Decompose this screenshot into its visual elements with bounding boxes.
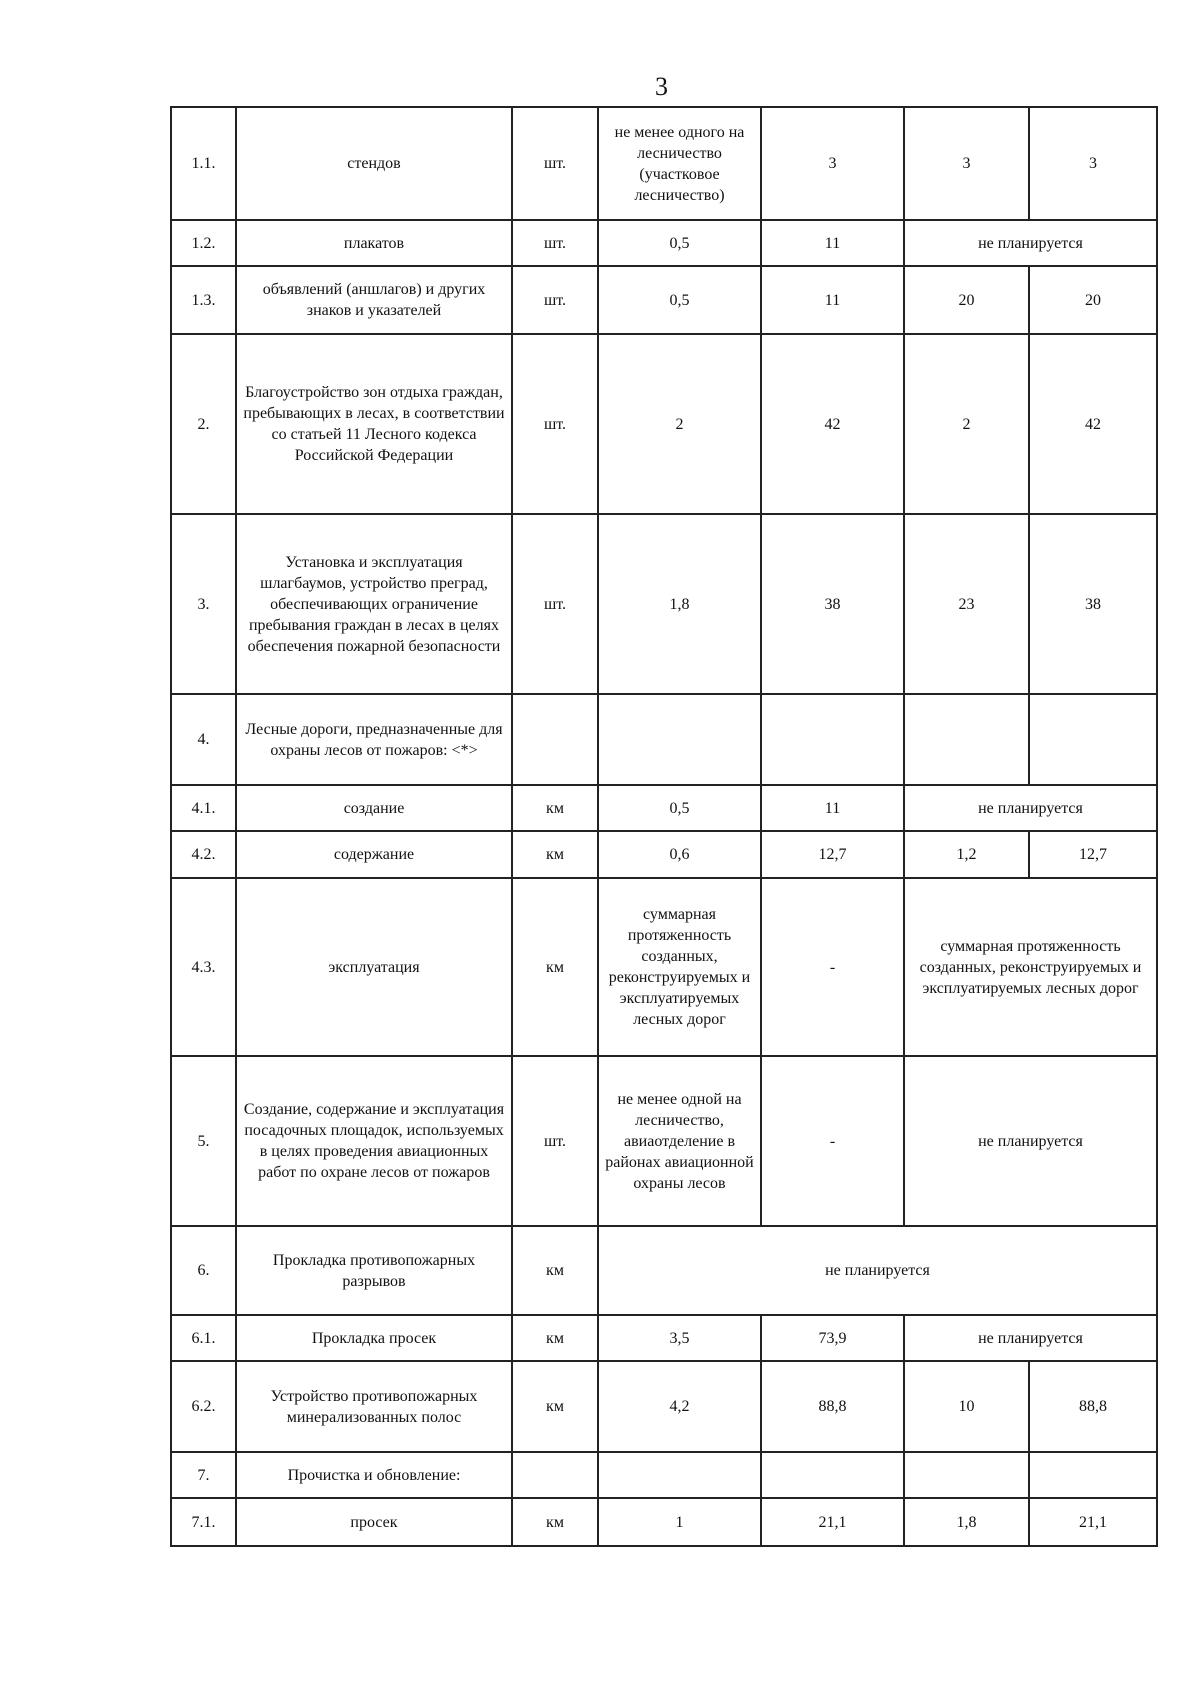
row-name: плакатов bbox=[236, 220, 512, 266]
row-value-1: 11 bbox=[761, 220, 904, 266]
row-merged-value: не планируется bbox=[904, 1056, 1157, 1226]
row-value-1: 88,8 bbox=[761, 1361, 904, 1452]
row-norm: не менее одного на лесничество (участковое лесничество) bbox=[598, 107, 761, 220]
row-unit: шт. bbox=[512, 514, 598, 694]
row-unit: шт. bbox=[512, 334, 598, 514]
row-norm bbox=[598, 1452, 761, 1498]
fire-protection-table bbox=[170, 106, 1158, 1547]
row-value-1: 38 bbox=[761, 514, 904, 694]
row-merged-value: не планируется bbox=[904, 1315, 1157, 1361]
row-name: Лесные дороги, предназначенные для охраны лесов от пожаров: <*> bbox=[236, 694, 512, 785]
row-unit: км bbox=[512, 1226, 598, 1315]
row-number: 6.1. bbox=[171, 1315, 236, 1361]
row-name: Создание, содержание и эксплуатация посадочных площадок, используемых в целях проведения авиационных работ по охране лесов от пожаров bbox=[236, 1056, 512, 1226]
row-number: 4.2. bbox=[171, 831, 236, 878]
row-number: 7. bbox=[171, 1452, 236, 1498]
row-name: Благоустройство зон отдыха граждан, пребывающих в лесах, в соответствии со статьей 11 Лесного кодекса Российской Федерации bbox=[236, 334, 512, 514]
row-norm: 1,8 bbox=[598, 514, 761, 694]
row-number: 4.3. bbox=[171, 878, 236, 1056]
row-value-3: 42 bbox=[1029, 334, 1157, 514]
row-name: стендов bbox=[236, 107, 512, 220]
row-unit: км bbox=[512, 1315, 598, 1361]
table-row bbox=[171, 878, 1157, 1056]
row-value-1: 42 bbox=[761, 334, 904, 514]
row-name: создание bbox=[236, 785, 512, 831]
row-merged-value: суммарная протяженность созданных, реконструируемых и эксплуатируемых лесных дорог bbox=[904, 878, 1157, 1056]
row-unit: км bbox=[512, 1361, 598, 1452]
page-number: 3 bbox=[655, 72, 668, 101]
row-unit bbox=[512, 694, 598, 785]
table-row bbox=[171, 107, 1157, 220]
table-row bbox=[171, 1498, 1157, 1546]
table-row bbox=[171, 1226, 1157, 1315]
row-value-3: 88,8 bbox=[1029, 1361, 1157, 1452]
row-unit: шт. bbox=[512, 1056, 598, 1226]
row-norm: 0,5 bbox=[598, 220, 761, 266]
row-value-1: 73,9 bbox=[761, 1315, 904, 1361]
row-number: 4.1. bbox=[171, 785, 236, 831]
row-norm bbox=[598, 694, 761, 785]
row-value-3 bbox=[1029, 694, 1157, 785]
table-row bbox=[171, 831, 1157, 878]
table-row bbox=[171, 1315, 1157, 1361]
row-value-1 bbox=[761, 1452, 904, 1498]
row-norm: 1 bbox=[598, 1498, 761, 1546]
row-number: 5. bbox=[171, 1056, 236, 1226]
row-value-2: 3 bbox=[904, 107, 1029, 220]
row-name: Устройство противопожарных минерализованных полос bbox=[236, 1361, 512, 1452]
row-merged-value: не планируется bbox=[904, 220, 1157, 266]
row-unit: км bbox=[512, 1498, 598, 1546]
row-name: эксплуатация bbox=[236, 878, 512, 1056]
row-value-3: 21,1 bbox=[1029, 1498, 1157, 1546]
table-row bbox=[171, 266, 1157, 334]
row-number: 6.2. bbox=[171, 1361, 236, 1452]
row-value-3: 20 bbox=[1029, 266, 1157, 334]
row-name: объявлений (аншлагов) и других знаков и указателей bbox=[236, 266, 512, 334]
row-value-2 bbox=[904, 1452, 1029, 1498]
row-value-1: - bbox=[761, 878, 904, 1056]
row-norm: 0,6 bbox=[598, 831, 761, 878]
row-value-1: - bbox=[761, 1056, 904, 1226]
row-value-1: 11 bbox=[761, 266, 904, 334]
table-row bbox=[171, 694, 1157, 785]
row-value-3: 12,7 bbox=[1029, 831, 1157, 878]
table-row bbox=[171, 514, 1157, 694]
row-name: Прочистка и обновление: bbox=[236, 1452, 512, 1498]
row-norm: суммарная протяженность созданных, реконструируемых и эксплуатируемых лесных дорог bbox=[598, 878, 761, 1056]
row-name: Прокладка просек bbox=[236, 1315, 512, 1361]
row-value-1: 11 bbox=[761, 785, 904, 831]
row-norm: 3,5 bbox=[598, 1315, 761, 1361]
row-value-1: 3 bbox=[761, 107, 904, 220]
row-number: 1.2. bbox=[171, 220, 236, 266]
row-name: просек bbox=[236, 1498, 512, 1546]
row-norm: 2 bbox=[598, 334, 761, 514]
row-value-2: 1,2 bbox=[904, 831, 1029, 878]
row-number: 7.1. bbox=[171, 1498, 236, 1546]
row-merged-value: не планируется bbox=[904, 785, 1157, 831]
row-value-3: 38 bbox=[1029, 514, 1157, 694]
table-row bbox=[171, 785, 1157, 831]
table-row bbox=[171, 334, 1157, 514]
row-norm: 4,2 bbox=[598, 1361, 761, 1452]
row-unit: км bbox=[512, 785, 598, 831]
row-number: 1.3. bbox=[171, 266, 236, 334]
row-unit bbox=[512, 1452, 598, 1498]
row-norm: 0,5 bbox=[598, 266, 761, 334]
row-norm: не менее одной на лесничество, авиаотделение в районах авиационной охраны лесов bbox=[598, 1056, 761, 1226]
row-value-3: 3 bbox=[1029, 107, 1157, 220]
row-value-3 bbox=[1029, 1452, 1157, 1498]
row-merged-value: не планируется bbox=[598, 1226, 1157, 1315]
row-unit: км bbox=[512, 878, 598, 1056]
table-row bbox=[171, 1452, 1157, 1498]
row-number: 1.1. bbox=[171, 107, 236, 220]
row-value-2: 10 bbox=[904, 1361, 1029, 1452]
row-value-2 bbox=[904, 694, 1029, 785]
row-value-2: 23 bbox=[904, 514, 1029, 694]
row-unit: шт. bbox=[512, 266, 598, 334]
row-value-2: 20 bbox=[904, 266, 1029, 334]
row-number: 4. bbox=[171, 694, 236, 785]
row-norm: 0,5 bbox=[598, 785, 761, 831]
row-unit: шт. bbox=[512, 220, 598, 266]
table-row bbox=[171, 1056, 1157, 1226]
row-value-1: 12,7 bbox=[761, 831, 904, 878]
row-value-2: 1,8 bbox=[904, 1498, 1029, 1546]
row-number: 3. bbox=[171, 514, 236, 694]
table-row bbox=[171, 1361, 1157, 1452]
row-unit: км bbox=[512, 831, 598, 878]
row-value-2: 2 bbox=[904, 334, 1029, 514]
row-value-1 bbox=[761, 694, 904, 785]
row-name: содержание bbox=[236, 831, 512, 878]
row-unit: шт. bbox=[512, 107, 598, 220]
row-number: 6. bbox=[171, 1226, 236, 1315]
table-row bbox=[171, 220, 1157, 266]
row-value-1: 21,1 bbox=[761, 1498, 904, 1546]
row-name: Установка и эксплуатация шлагбаумов, устройство преград, обеспечивающих ограничение пребывания граждан в лесах в целях обеспечения пожарной безопасности bbox=[236, 514, 512, 694]
row-name: Прокладка противопожарных разрывов bbox=[236, 1226, 512, 1315]
row-number: 2. bbox=[171, 334, 236, 514]
